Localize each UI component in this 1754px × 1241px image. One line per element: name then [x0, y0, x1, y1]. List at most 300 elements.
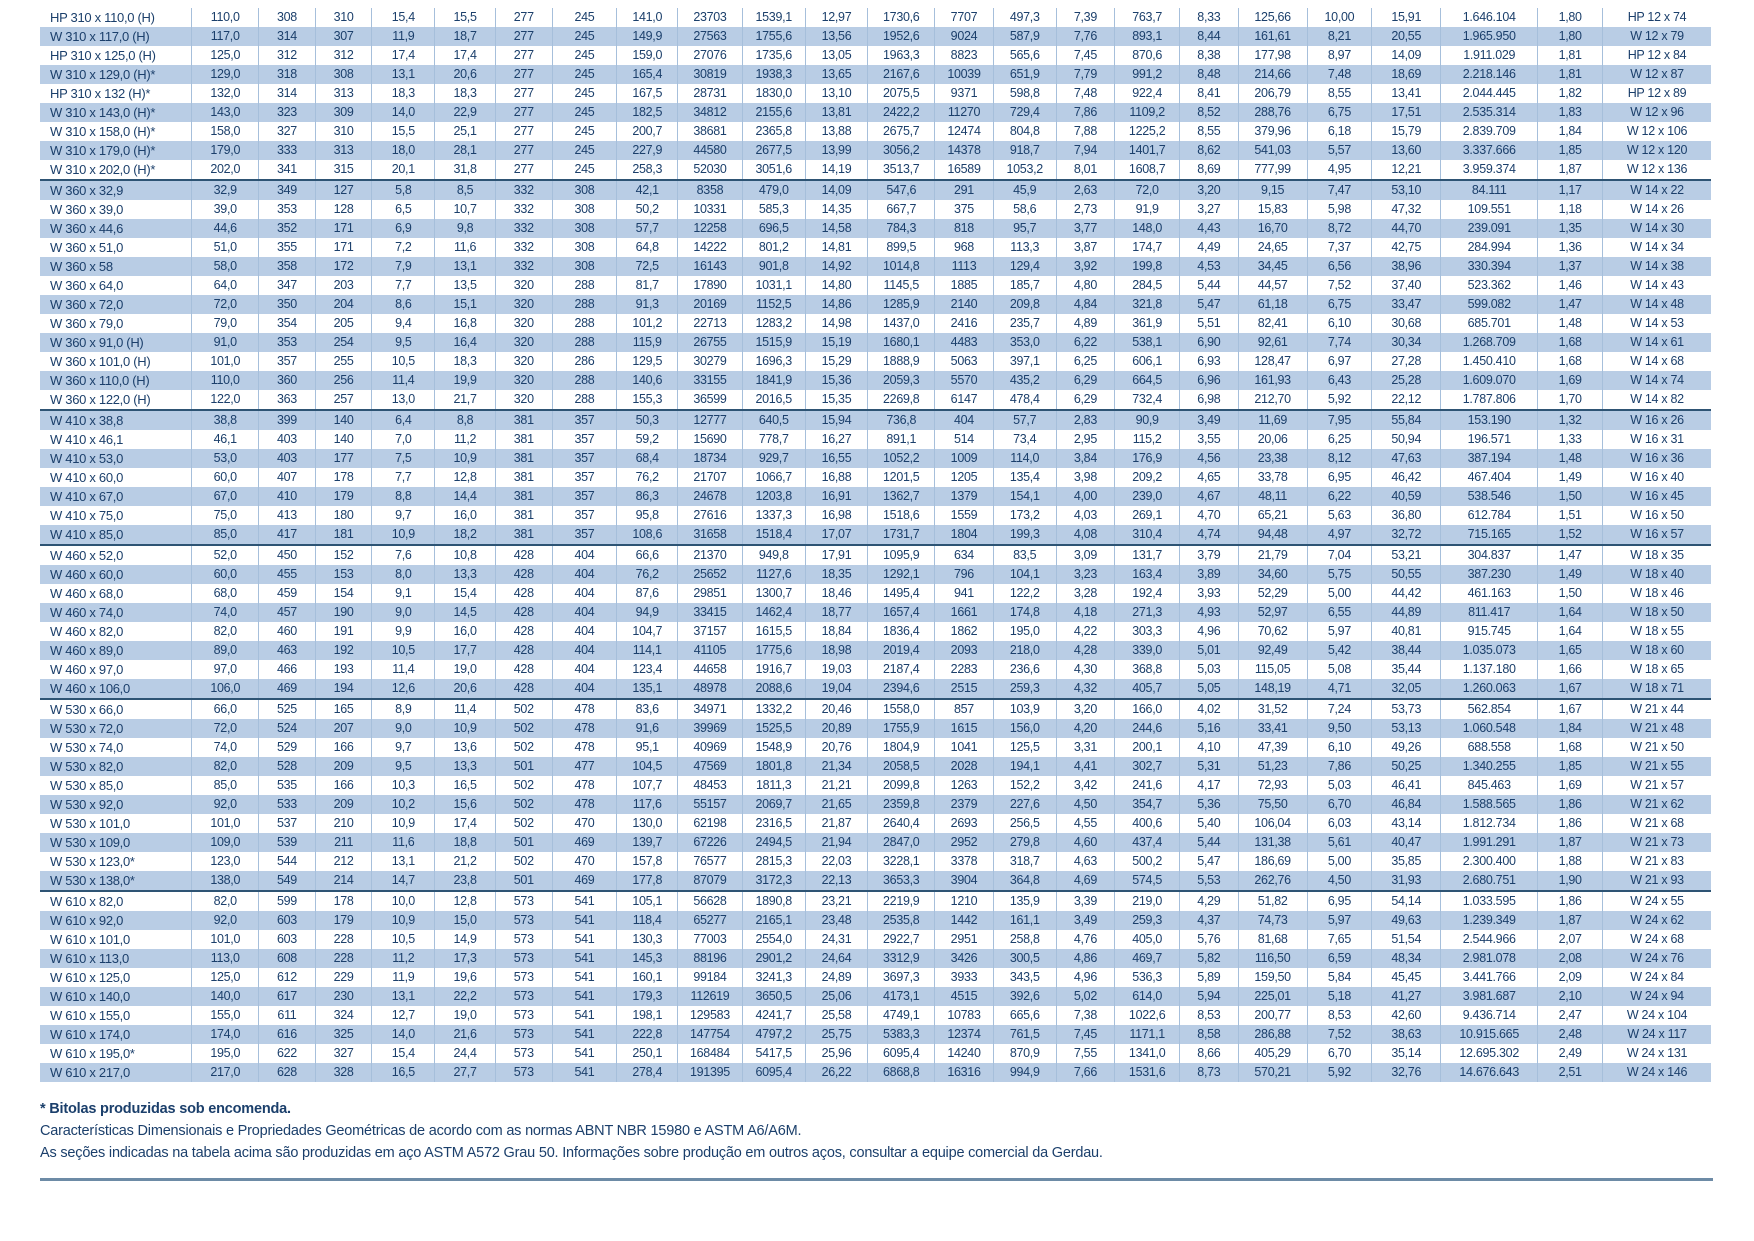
value-cell: 2088,6	[742, 679, 805, 699]
value-cell: 3,09	[1056, 545, 1115, 565]
value-cell: 400,6	[1115, 814, 1180, 833]
value-cell: 616	[259, 1025, 316, 1044]
value-cell: 407	[259, 468, 316, 487]
value-cell: 1,87	[1538, 833, 1603, 852]
value-cell: 450	[259, 545, 316, 565]
value-cell: 541	[552, 1063, 617, 1082]
value-cell: 138,0	[192, 871, 259, 891]
value-cell: 14,81	[805, 238, 868, 257]
value-cell: 1,64	[1538, 603, 1603, 622]
value-cell: 10,9	[372, 911, 435, 930]
value-cell: 6095,4	[868, 1044, 935, 1063]
value-cell: 353,0	[993, 333, 1056, 352]
value-cell: 3,31	[1056, 738, 1115, 757]
value-cell: 315	[315, 160, 372, 180]
value-cell: 2316,5	[742, 814, 805, 833]
value-cell: 5,36	[1180, 795, 1239, 814]
value-cell: 1518,6	[868, 506, 935, 525]
value-cell: 405,29	[1238, 1044, 1307, 1063]
value-cell: 6,56	[1307, 257, 1372, 276]
value-cell: 1804	[935, 525, 994, 545]
designation-cell: W 530 x 92,0	[40, 795, 192, 814]
value-cell: 68,0	[192, 584, 259, 603]
value-cell: 3,20	[1180, 180, 1239, 200]
value-cell: 667,7	[868, 200, 935, 219]
value-cell: 19,9	[435, 371, 496, 390]
value-cell: 202,0	[192, 160, 259, 180]
value-cell: 1696,3	[742, 352, 805, 371]
imperial-designation-cell: W 16 x 36	[1603, 449, 1711, 468]
value-cell: 300,5	[993, 949, 1056, 968]
value-cell: 140,0	[192, 987, 259, 1006]
table-row	[40, 487, 1711, 506]
value-cell: 10,9	[372, 525, 435, 545]
designation-cell: W 530 x 109,0	[40, 833, 192, 852]
value-cell: 18,3	[435, 352, 496, 371]
value-cell: 33,78	[1238, 468, 1307, 487]
value-cell: 804,8	[993, 122, 1056, 141]
value-cell: 130,0	[617, 814, 678, 833]
value-cell: 2365,8	[742, 122, 805, 141]
value-cell: 3933	[935, 968, 994, 987]
imperial-designation-cell: W 21 x 57	[1630, 778, 1684, 792]
value-cell: 10,9	[435, 449, 496, 468]
value-cell: 52,29	[1238, 584, 1307, 603]
value-cell: 1442	[935, 911, 994, 930]
value-cell: 350	[259, 295, 316, 314]
value-cell: 103,9	[993, 699, 1056, 719]
value-cell: 7,5	[372, 449, 435, 468]
value-cell: 696,5	[742, 219, 805, 238]
value-cell: 9.436.714	[1441, 1006, 1538, 1025]
value-cell: 5,97	[1307, 911, 1372, 930]
value-cell: 32,9	[192, 180, 259, 200]
value-cell: 4,89	[1056, 314, 1115, 333]
value-cell: 109.551	[1441, 200, 1538, 219]
value-cell: 5,00	[1307, 584, 1372, 603]
value-cell: 6,59	[1307, 949, 1372, 968]
value-cell: 544	[259, 852, 316, 871]
value-cell: 502	[495, 852, 552, 871]
table-row	[40, 295, 1711, 314]
value-cell: 2269,8	[868, 390, 935, 410]
value-cell: 2165,1	[742, 911, 805, 930]
value-cell: 227,9	[617, 141, 678, 160]
value-cell: 245	[552, 160, 617, 180]
value-cell: 6,70	[1307, 1044, 1372, 1063]
value-cell: 562.854	[1441, 699, 1538, 719]
value-cell: 7,45	[1056, 46, 1115, 65]
value-cell: 968	[935, 238, 994, 257]
value-cell: 457	[259, 603, 316, 622]
value-cell: 1495,4	[868, 584, 935, 603]
value-cell: 3241,3	[742, 968, 805, 987]
value-cell: 1,67	[1538, 679, 1603, 699]
value-cell: 469	[259, 679, 316, 699]
value-cell: 573	[495, 1044, 552, 1063]
value-cell: 357	[552, 525, 617, 545]
table-row	[40, 371, 1711, 390]
value-cell: 1462,4	[742, 603, 805, 622]
value-cell: 1,87	[1538, 160, 1603, 180]
value-cell: 318	[259, 65, 316, 84]
value-cell: 47569	[678, 757, 743, 776]
value-cell: 478	[552, 699, 617, 719]
value-cell: 1,70	[1538, 390, 1603, 410]
value-cell: 89,0	[192, 641, 259, 660]
value-cell: 18,3	[435, 84, 496, 103]
designation-cell: W 610 x 140,0	[40, 987, 192, 1006]
value-cell: 31658	[678, 525, 743, 545]
value-cell: 13,0	[372, 390, 435, 410]
value-cell: 428	[495, 641, 552, 660]
value-cell: 135,4	[993, 468, 1056, 487]
value-cell: 149,9	[617, 27, 678, 46]
value-cell: 286	[552, 352, 617, 371]
value-cell: 357	[552, 506, 617, 525]
value-cell: 171	[315, 238, 372, 257]
value-cell: 4,65	[1180, 468, 1239, 487]
value-cell: 17,7	[435, 641, 496, 660]
designation-cell: W 610 x 101,0	[40, 930, 192, 949]
value-cell: 155,0	[192, 1006, 259, 1025]
value-cell: 129583	[678, 1006, 743, 1025]
value-cell: 173,2	[993, 506, 1056, 525]
value-cell: 3,49	[1056, 911, 1115, 930]
value-cell: 5,47	[1180, 852, 1239, 871]
table-row	[40, 8, 1711, 27]
value-cell: 27,28	[1372, 352, 1441, 371]
value-cell: 210	[315, 814, 372, 833]
value-cell: 4,20	[1056, 719, 1115, 738]
value-cell: 277	[495, 103, 552, 122]
value-cell: 4,53	[1180, 257, 1239, 276]
value-cell: 43,14	[1372, 814, 1441, 833]
table-row	[40, 46, 1711, 65]
value-cell: 1.609.070	[1441, 371, 1538, 390]
value-cell: 18,2	[435, 525, 496, 545]
value-cell: 8,62	[1180, 141, 1239, 160]
value-cell: 310,4	[1115, 525, 1180, 545]
value-cell: 4,02	[1180, 699, 1239, 719]
value-cell: 4,29	[1180, 891, 1239, 911]
value-cell: 1,65	[1538, 641, 1603, 660]
value-cell: 51,23	[1238, 757, 1307, 776]
value-cell: 41,27	[1372, 987, 1441, 1006]
value-cell: 17,4	[372, 46, 435, 65]
value-cell: 167,5	[617, 84, 678, 103]
value-cell: 1,32	[1538, 410, 1603, 430]
value-cell: 497,3	[993, 8, 1056, 27]
value-cell: 1525,5	[742, 719, 805, 738]
value-cell: 403	[259, 430, 316, 449]
table-row	[40, 584, 1711, 603]
value-cell: 8,55	[1307, 84, 1372, 103]
value-cell: 228	[315, 949, 372, 968]
value-cell: 235,7	[993, 314, 1056, 333]
value-cell: 25,28	[1372, 371, 1441, 390]
value-cell: 2951	[935, 930, 994, 949]
value-cell: 1615	[935, 719, 994, 738]
imperial-designation-cell: W 14 x 53	[1630, 316, 1684, 330]
designation-cell: W 360 x 122,0 (H)	[40, 390, 192, 410]
value-cell: 1,86	[1538, 795, 1603, 814]
value-cell: 6,95	[1307, 891, 1372, 911]
table-row	[40, 814, 1711, 833]
value-cell: 15,36	[805, 371, 868, 390]
value-cell: 236,6	[993, 660, 1056, 679]
value-cell: 168484	[678, 1044, 743, 1063]
value-cell: 214,66	[1238, 65, 1307, 84]
value-cell: 9,15	[1238, 180, 1307, 200]
value-cell: 302,7	[1115, 757, 1180, 776]
value-cell: 10783	[935, 1006, 994, 1025]
value-cell: 25,58	[805, 1006, 868, 1025]
value-cell: 23,8	[435, 871, 496, 891]
value-cell: 172	[315, 257, 372, 276]
value-cell: 114,0	[993, 449, 1056, 468]
value-cell: 1,85	[1538, 757, 1603, 776]
value-cell: 3.441.766	[1441, 968, 1538, 987]
value-cell: 3,27	[1180, 200, 1239, 219]
value-cell: 13,99	[805, 141, 868, 160]
value-cell: 6,25	[1307, 430, 1372, 449]
value-cell: 227,6	[993, 795, 1056, 814]
value-cell: 308	[552, 257, 617, 276]
footnote-steel-grade: As seções indicadas na tabela acima são produzidas em aço ASTM A572 Grau 50. Informações sobre produção em outros aços, consultar a equipe comercial da Gerdau.	[40, 1145, 1103, 1161]
value-cell: 12,21	[1372, 160, 1441, 180]
value-cell: 8,33	[1180, 8, 1239, 27]
value-cell: 922,4	[1115, 84, 1180, 103]
value-cell: 76,2	[617, 565, 678, 584]
value-cell: 729,4	[993, 103, 1056, 122]
value-cell: 244,6	[1115, 719, 1180, 738]
value-cell: 291	[935, 180, 994, 200]
value-cell: 1885	[935, 276, 994, 295]
value-cell: 68,4	[617, 449, 678, 468]
value-cell: 117,6	[617, 795, 678, 814]
value-cell: 14,19	[805, 160, 868, 180]
value-cell: 48,34	[1372, 949, 1441, 968]
value-cell: 57,7	[617, 219, 678, 238]
designation-cell: W 360 x 44,6	[40, 219, 192, 238]
value-cell: 10,9	[435, 719, 496, 738]
value-cell: 5,16	[1180, 719, 1239, 738]
table-row	[40, 1006, 1711, 1025]
value-cell: 4,96	[1056, 968, 1115, 987]
value-cell: 254	[315, 333, 372, 352]
value-cell: 17,07	[805, 525, 868, 545]
value-cell: 3,23	[1056, 565, 1115, 584]
value-cell: 22,2	[435, 987, 496, 1006]
value-cell: 125,0	[192, 968, 259, 987]
value-cell: 135,1	[617, 679, 678, 699]
value-cell: 21,6	[435, 1025, 496, 1044]
value-cell: 303,3	[1115, 622, 1180, 641]
value-cell: 324	[315, 1006, 372, 1025]
value-cell: 13,6	[435, 738, 496, 757]
value-cell: 1559	[935, 506, 994, 525]
value-cell: 86,3	[617, 487, 678, 506]
imperial-designation-cell: W 18 x 40	[1603, 565, 1711, 584]
value-cell: 1,67	[1538, 699, 1603, 719]
value-cell: 83,5	[993, 545, 1056, 565]
value-cell: 603	[259, 911, 316, 930]
value-cell: 565,6	[993, 46, 1056, 65]
value-cell: 538,1	[1115, 333, 1180, 352]
value-cell: 34812	[678, 103, 743, 122]
value-cell: 14,0	[372, 103, 435, 122]
value-cell: 20,06	[1238, 430, 1307, 449]
value-cell: 2,73	[1056, 200, 1115, 219]
value-cell: 1095,9	[868, 545, 935, 565]
value-cell: 8,66	[1180, 1044, 1239, 1063]
value-cell: 91,0	[192, 333, 259, 352]
value-cell: 52,0	[192, 545, 259, 565]
value-cell: 20,89	[805, 719, 868, 738]
value-cell: 1608,7	[1115, 160, 1180, 180]
value-cell: 277	[495, 27, 552, 46]
value-cell: 279,8	[993, 833, 1056, 852]
value-cell: 171	[315, 219, 372, 238]
value-cell: 51,0	[192, 238, 259, 257]
value-cell: 166	[315, 738, 372, 757]
value-cell: 1830,0	[742, 84, 805, 103]
value-cell: 405,0	[1115, 930, 1180, 949]
value-cell: 608	[259, 949, 316, 968]
value-cell: 1,83	[1538, 103, 1603, 122]
value-cell: 763,7	[1115, 8, 1180, 27]
value-cell: 195,0	[993, 622, 1056, 641]
value-cell: 7,48	[1056, 84, 1115, 103]
value-cell: 2.300.400	[1441, 852, 1538, 871]
value-cell: 617	[259, 987, 316, 1006]
value-cell: 51,54	[1372, 930, 1441, 949]
value-cell: 320	[495, 314, 552, 333]
value-cell: 502	[495, 776, 552, 795]
value-cell: 634	[935, 545, 994, 565]
value-cell: 3,39	[1056, 891, 1115, 911]
value-cell: 778,7	[742, 430, 805, 449]
value-cell: 50,94	[1372, 430, 1441, 449]
imperial-designation-cell: W 14 x 74	[1603, 371, 1711, 390]
value-cell: 811.417	[1441, 603, 1538, 622]
value-cell: 10331	[678, 200, 743, 219]
value-cell: 106,04	[1238, 814, 1307, 833]
value-cell: 4,95	[1307, 160, 1372, 180]
value-cell: 161,61	[1238, 27, 1307, 46]
value-cell: 381	[495, 468, 552, 487]
value-cell: 18,69	[1372, 65, 1441, 84]
value-cell: 11,4	[435, 699, 496, 719]
value-cell: 22713	[678, 314, 743, 333]
designation-cell: W 610 x 217,0	[40, 1063, 192, 1082]
value-cell: 343,5	[993, 968, 1056, 987]
value-cell: 428	[495, 584, 552, 603]
value-cell: 1.450.410	[1441, 352, 1538, 371]
value-cell: 203	[315, 276, 372, 295]
value-cell: 614,0	[1115, 987, 1180, 1006]
table-row	[40, 757, 1711, 776]
value-cell: 1300,7	[742, 584, 805, 603]
value-cell: 1,86	[1538, 814, 1603, 833]
value-cell: 277	[495, 8, 552, 27]
value-cell: 1145,5	[868, 276, 935, 295]
value-cell: 541	[552, 891, 617, 911]
value-cell: 277	[495, 46, 552, 65]
value-cell: 4,71	[1307, 679, 1372, 699]
value-cell: 1,82	[1538, 84, 1603, 103]
value-cell: 5,05	[1180, 679, 1239, 699]
value-cell: 11,69	[1238, 410, 1307, 430]
value-cell: 3228,1	[868, 852, 935, 871]
value-cell: 381	[495, 430, 552, 449]
imperial-designation-cell: HP 12 x 89	[1627, 86, 1687, 100]
value-cell: 5,31	[1180, 757, 1239, 776]
value-cell: 357	[552, 449, 617, 468]
table-row	[40, 1044, 1711, 1063]
value-cell: 1292,1	[868, 565, 935, 584]
value-cell: 5,97	[1307, 622, 1372, 641]
designation-cell: W 360 x 58	[40, 257, 192, 276]
value-cell: 229	[315, 968, 372, 987]
value-cell: 6,70	[1307, 795, 1372, 814]
value-cell: 1862	[935, 622, 994, 641]
value-cell: 7,86	[1307, 757, 1372, 776]
value-cell: 85,0	[192, 525, 259, 545]
imperial-designation-cell: W 16 x 45	[1603, 487, 1711, 506]
value-cell: 1437,0	[868, 314, 935, 333]
value-cell: 1.033.595	[1441, 891, 1538, 911]
value-cell: 541	[552, 1025, 617, 1044]
value-cell: 4,08	[1056, 525, 1115, 545]
value-cell: 2693	[935, 814, 994, 833]
value-cell: 428	[495, 679, 552, 699]
value-cell: 6,9	[372, 219, 435, 238]
value-cell: 25,96	[805, 1044, 868, 1063]
value-cell: 147754	[678, 1025, 743, 1044]
imperial-designation-cell: W 24 x 55	[1603, 891, 1711, 911]
value-cell: 320	[495, 390, 552, 410]
value-cell: 245	[552, 27, 617, 46]
value-cell: 1,68	[1538, 738, 1603, 757]
value-cell: 40,59	[1372, 487, 1441, 506]
value-cell: 286,88	[1238, 1025, 1307, 1044]
value-cell: 39969	[678, 719, 743, 738]
value-cell: 28731	[678, 84, 743, 103]
value-cell: 5,47	[1180, 295, 1239, 314]
value-cell: 228	[315, 930, 372, 949]
value-cell: 7,7	[372, 468, 435, 487]
value-cell: 245	[552, 141, 617, 160]
value-cell: 4,18	[1056, 603, 1115, 622]
value-cell: 115,9	[617, 333, 678, 352]
value-cell: 20,46	[805, 699, 868, 719]
value-cell: 463	[259, 641, 316, 660]
value-cell: 9,8	[435, 219, 496, 238]
value-cell: 573	[495, 911, 552, 930]
value-cell: 5,53	[1180, 871, 1239, 891]
value-cell: 88196	[678, 949, 743, 968]
designation-cell: W 310 x 179,0 (H)*	[40, 141, 192, 160]
value-cell: 45,9	[993, 180, 1056, 200]
value-cell: 435,2	[993, 371, 1056, 390]
value-cell: 14,09	[805, 180, 868, 200]
value-cell: 16,8	[435, 314, 496, 333]
value-cell: 6,03	[1307, 814, 1372, 833]
value-cell: 801,2	[742, 238, 805, 257]
value-cell: 8,97	[1307, 46, 1372, 65]
